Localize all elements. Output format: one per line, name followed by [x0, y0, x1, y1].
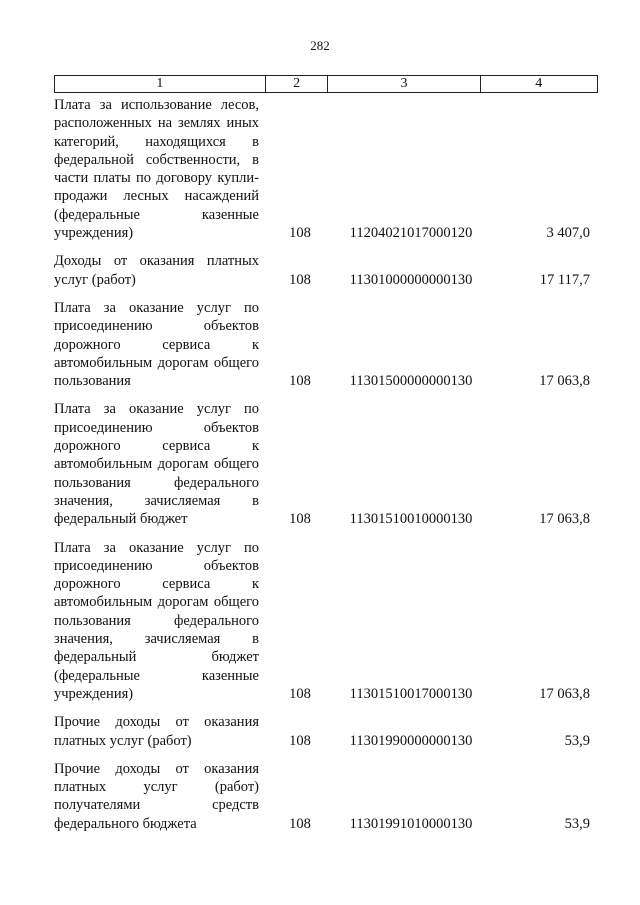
- admin-code: 108: [289, 225, 311, 242]
- revenue-code: 11301510017000130: [349, 685, 473, 702]
- revenue-name: Доходы от оказания платных услуг (работ): [54, 253, 259, 288]
- revenue-code: 11204021017000120: [349, 225, 473, 242]
- revenue-code: 11301990000000130: [349, 732, 473, 749]
- amount: 53,9: [564, 732, 590, 749]
- revenue-code: 11301000000000130: [349, 271, 473, 288]
- admin-code: 108: [289, 373, 311, 390]
- admin-code: 108: [289, 511, 311, 528]
- amount: 17 063,8: [539, 373, 590, 390]
- table-row: [54, 400, 598, 528]
- admin-code: 108: [289, 732, 311, 749]
- admin-code: 108: [289, 815, 311, 832]
- column-header-4: 4: [480, 76, 597, 93]
- column-header-1: 1: [55, 76, 266, 93]
- revenue-name: Плата за оказание услуг по присоединению объектов дорожного сервиса к автомобильным дорогам общего пользования федерального значения, зачисляемая в федеральный бюджет: [54, 401, 259, 528]
- table-row: [54, 96, 598, 242]
- revenue-name: Плата за использование лесов, расположенных на землях иных категорий, находящихся в федеральной собственности, в части платы по договору купли-продажи лесных насаждений (федеральные казенные учреждения): [54, 97, 259, 242]
- amount: 17 063,8: [539, 685, 590, 702]
- admin-code: 108: [289, 685, 311, 702]
- amount: 53,9: [564, 815, 590, 832]
- column-header-3: 3: [328, 76, 480, 93]
- admin-code: 108: [289, 271, 311, 288]
- amount: 17 063,8: [539, 511, 590, 528]
- revenue-code: 11301510010000130: [349, 511, 473, 528]
- revenue-name: Плата за оказание услуг по присоединению объектов дорожного сервиса к автомобильным дорогам общего пользования: [54, 299, 259, 390]
- table-row: [54, 713, 598, 750]
- table-row: [54, 539, 598, 704]
- amount: 17 117,7: [539, 271, 590, 288]
- revenue-name: Прочие доходы от оказания платных услуг (работ): [54, 714, 259, 749]
- revenue-code: 11301991010000130: [349, 815, 473, 832]
- amount: 3 407,0: [546, 225, 590, 242]
- revenue-code: 11301500000000130: [349, 373, 473, 390]
- revenue-name: Плата за оказание услуг по присоединению объектов дорожного сервиса к автомобильным дорогам общего пользования федерального значения, зачисляемая в федеральный бюджет (федеральные казенные учреждения): [54, 539, 259, 702]
- column-header-row: [55, 76, 598, 93]
- table-row: [54, 299, 598, 390]
- table-body: [54, 96, 598, 843]
- table-row: [54, 760, 598, 833]
- revenue-name: Прочие доходы от оказания платных услуг (работ) получателями средств федерального бюджета: [54, 760, 259, 832]
- column-header-table: [54, 75, 598, 93]
- table-row: [54, 252, 598, 289]
- column-header-2: 2: [265, 76, 328, 93]
- page-number: 282: [310, 38, 330, 53]
